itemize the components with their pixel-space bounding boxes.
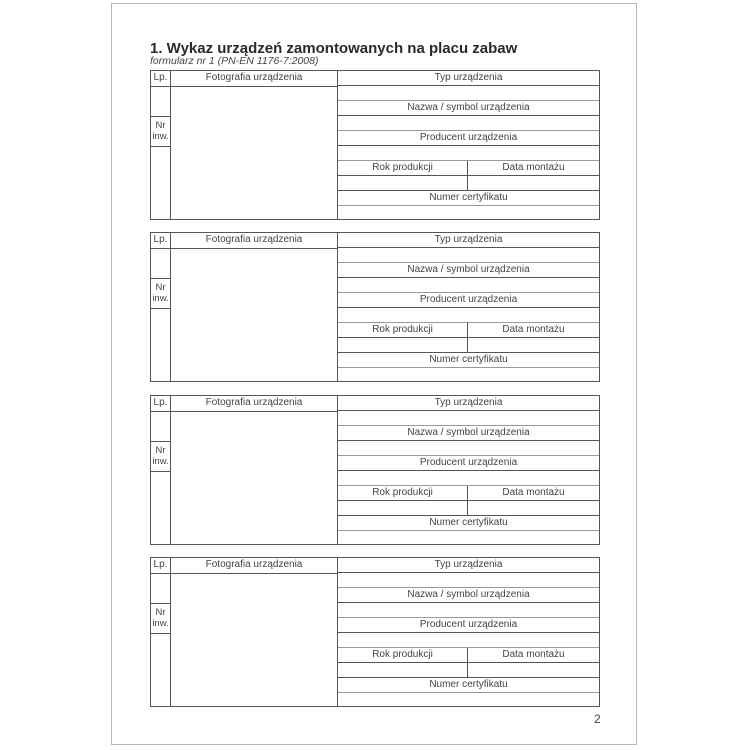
details-column (338, 396, 599, 544)
installation-date-field[interactable] (468, 501, 599, 515)
year-date-value-row (338, 663, 599, 678)
installation-date-field[interactable] (468, 176, 599, 190)
page-number: 2 (594, 712, 601, 726)
producer-label: Producent urządzenia (338, 131, 599, 146)
equipment-form-2 (150, 232, 600, 382)
type-label: Typ urządzenia (338, 396, 599, 411)
photo-header: Fotografia urządzenia (171, 71, 337, 87)
nr-inw-label (151, 116, 170, 147)
installation-date-label: Data montażu (502, 487, 565, 498)
inw-label: inw. (152, 618, 169, 629)
year-date-label-row (338, 323, 599, 338)
certificate-number-label: Numer certyfikatu (338, 353, 599, 368)
type-field[interactable] (338, 248, 599, 263)
equipment-form-3 (150, 395, 600, 545)
production-year-label: Rok produkcji (338, 486, 468, 500)
photo-header: Fotografia urządzenia (171, 396, 337, 412)
name-symbol-label: Nazwa / symbol urządzenia (338, 588, 599, 603)
installation-date-label: Data montażu (502, 324, 565, 335)
details-column (338, 71, 599, 219)
inw-label: inw. (152, 456, 169, 467)
nr-inw-label (151, 278, 170, 309)
type-label: Typ urządzenia (338, 558, 599, 573)
year-date-label-row (338, 486, 599, 501)
name-symbol-label: Nazwa / symbol urządzenia (338, 426, 599, 441)
production-year-label: Rok produkcji (338, 323, 468, 337)
nr-inw-value-field[interactable] (151, 634, 170, 707)
lp-value-field[interactable] (151, 248, 170, 278)
name-symbol-field[interactable] (338, 278, 599, 293)
production-year-field[interactable] (338, 501, 468, 515)
installation-date-field[interactable] (468, 338, 599, 352)
nr-inw-label (151, 441, 170, 472)
year-date-value-row (338, 176, 599, 191)
name-symbol-label: Nazwa / symbol urządzenia (338, 101, 599, 116)
year-date-value-row (338, 338, 599, 353)
installation-date-label: Data montażu (502, 162, 565, 173)
type-label: Typ urządzenia (338, 71, 599, 86)
photo-column (171, 233, 338, 381)
installation-date-field[interactable] (468, 663, 599, 677)
type-field[interactable] (338, 86, 599, 101)
lp-column (151, 396, 171, 544)
nr-label: Nr (155, 120, 166, 131)
equipment-form-4 (150, 557, 600, 707)
nr-label: Nr (155, 445, 166, 456)
nr-inw-label (151, 603, 170, 634)
certificate-number-field[interactable] (338, 368, 599, 381)
details-column (338, 558, 599, 706)
certificate-number-label: Numer certyfikatu (338, 191, 599, 206)
form-subtitle: formularz nr 1 (PN-EN 1176-7:2008) (150, 55, 319, 67)
inw-label: inw. (152, 293, 169, 304)
certificate-number-label: Numer certyfikatu (338, 678, 599, 693)
year-date-label-row (338, 648, 599, 663)
certificate-number-label: Numer certyfikatu (338, 516, 599, 531)
photo-column (171, 71, 338, 219)
lp-column (151, 233, 171, 381)
photo-header: Fotografia urządzenia (171, 558, 337, 574)
name-symbol-label: Nazwa / symbol urządzenia (338, 263, 599, 278)
details-column (338, 233, 599, 381)
photo-field[interactable] (171, 248, 337, 382)
production-year-field[interactable] (338, 663, 468, 677)
type-field[interactable] (338, 573, 599, 588)
producer-field[interactable] (338, 471, 599, 486)
lp-column (151, 71, 171, 219)
nr-inw-value-field[interactable] (151, 309, 170, 382)
producer-field[interactable] (338, 146, 599, 161)
producer-label: Producent urządzenia (338, 456, 599, 471)
producer-field[interactable] (338, 308, 599, 323)
name-symbol-field[interactable] (338, 603, 599, 618)
year-date-label-row (338, 161, 599, 176)
type-field[interactable] (338, 411, 599, 426)
photo-column (171, 396, 338, 544)
lp-value-field[interactable] (151, 411, 170, 441)
nr-inw-value-field[interactable] (151, 472, 170, 545)
nr-label: Nr (155, 607, 166, 618)
certificate-number-field[interactable] (338, 693, 599, 706)
production-year-label: Rok produkcji (338, 648, 468, 662)
photo-field[interactable] (171, 411, 337, 545)
producer-label: Producent urządzenia (338, 618, 599, 633)
page-title: 1. Wykaz urządzeń zamontowanych na placu zabaw (150, 40, 518, 57)
production-year-field[interactable] (338, 338, 468, 352)
lp-header: Lp. (151, 233, 170, 249)
photo-field[interactable] (171, 573, 337, 707)
lp-value-field[interactable] (151, 86, 170, 116)
nr-inw-value-field[interactable] (151, 147, 170, 220)
lp-header: Lp. (151, 71, 170, 87)
lp-value-field[interactable] (151, 573, 170, 603)
lp-header: Lp. (151, 558, 170, 574)
photo-field[interactable] (171, 86, 337, 220)
nr-label: Nr (155, 282, 166, 293)
certificate-number-field[interactable] (338, 531, 599, 544)
production-year-label: Rok produkcji (338, 161, 468, 175)
producer-label: Producent urządzenia (338, 293, 599, 308)
certificate-number-field[interactable] (338, 206, 599, 219)
year-date-value-row (338, 501, 599, 516)
equipment-form-1 (150, 70, 600, 220)
photo-column (171, 558, 338, 706)
type-label: Typ urządzenia (338, 233, 599, 248)
lp-header: Lp. (151, 396, 170, 412)
photo-header: Fotografia urządzenia (171, 233, 337, 249)
lp-column (151, 558, 171, 706)
production-year-field[interactable] (338, 176, 468, 190)
installation-date-label: Data montażu (502, 649, 565, 660)
name-symbol-field[interactable] (338, 441, 599, 456)
name-symbol-field[interactable] (338, 116, 599, 131)
inw-label: inw. (152, 131, 169, 142)
producer-field[interactable] (338, 633, 599, 648)
